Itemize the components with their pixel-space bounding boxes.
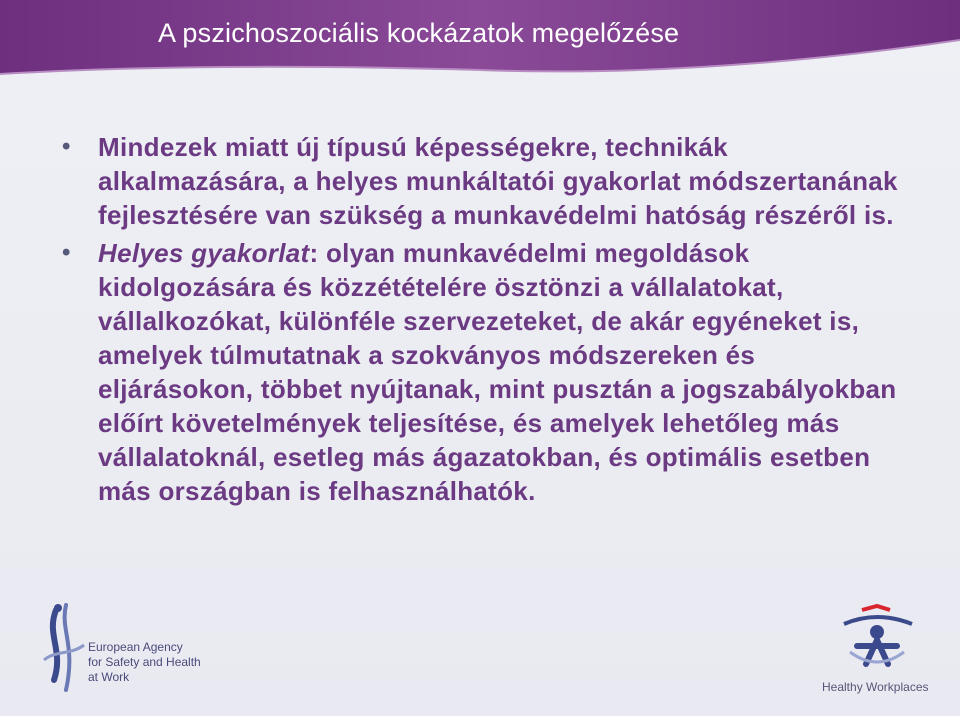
page-title: A pszichoszociális kockázatok megelőzése <box>158 18 680 48</box>
agency-line-3: at Work <box>88 670 130 684</box>
agency-name <box>88 640 201 685</box>
campaign-name: Healthy Workplaces <box>822 680 929 694</box>
bullet-item <box>58 130 918 232</box>
bullet-dot-icon: • <box>62 133 71 160</box>
bullet-dot-icon: • <box>62 239 71 266</box>
bullet-term: Helyes gyakorlat <box>98 238 310 268</box>
bullet-text: Mindezek miatt új típusú képességekre, technikák alkalmazására, a helyes munkáltatói gyakorlat módszertanának fejlesztésére van szükség a munkavédelmi hatóság részéről is. <box>98 132 898 230</box>
bullet-list <box>58 130 918 512</box>
title-band <box>0 0 960 78</box>
agency-line-1: European Agency <box>88 640 183 654</box>
bullet-text: : olyan munkavédelmi megoldások kidolgozására és közzétételére ösztönzi a vállalatokat, vállalkozókat, különféle szervezeteket, de akár egyéneket is, amelyek túlmutatnak a szokványos módszereken és eljárásokon, többet nyújtanak, mint pusztán a jogszabályokban előírt követelmények teljesítése, és amelyek lehetőleg más vállalatoknál, esetleg más ágazatokban, és optimális esetben más országban is felhasználhatók. <box>98 238 897 506</box>
bullet-item <box>58 236 918 508</box>
agency-line-2: for Safety and Health <box>88 655 201 669</box>
